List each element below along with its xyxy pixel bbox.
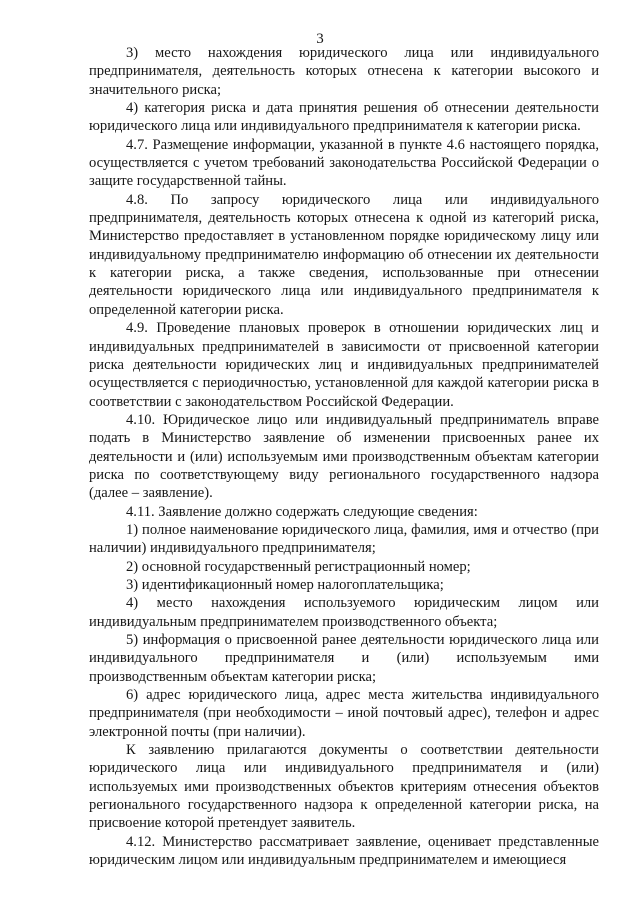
requirement-item-1: 1) полное наименование юридического лица, фамилия, имя и отчество (при наличии) индивидуального предпринимателя; [89,521,599,557]
document-body [89,44,599,869]
clause-4-9: 4.9. Проведение плановых проверок в отношении юридических лиц и индивидуальных предпринимателей в зависимости от присвоенной категории риска деятельности юридических лиц и индивидуальных предпринимателей осуществляется с периодичностью, установленной для каждой категории риска в соответствии с законодательством Российской Федерации. [89,320,599,410]
clause-4-7: 4.7. Размещение информации, указанной в пункте 4.6 настоящего порядка, осуществляется с учетом требований законодательства Российской Федерации о защите государственной тайны. [89,136,599,190]
clause-4-11: 4.11. Заявление должно содержать следующие сведения: [126,503,478,520]
requirement-item-3: 3) идентификационный номер налогоплательщика; [126,576,444,593]
list-item-4-risk-category: 4) категория риска и дата принятия решения об отнесении деятельности юридического лица или индивидуального предпринимателя к категории риска. [89,100,599,135]
clause-4-10: 4.10. Юридическое лицо или индивидуальный предприниматель вправе подать в Министерство заявление об изменении присвоенных ранее их деятельности и (или) используемым ими производственным объектам категории риска по соответствующему виду регионального государственного надзора (далее – заявление). [89,411,599,502]
requirement-item-4: 4) место нахождения используемого юридическим лицом или индивидуальным предпринимателем производственного объекта; [89,595,599,630]
requirement-item-5: 5) информация о присвоенной ранее деятельности юридического лица или индивидуального предпринимателя и (или) используемым ими производственным объектам категории риска; [89,632,599,685]
clause-4-12: 4.12. Министерство рассматривает заявление, оценивает представленные юридическим лицом или индивидуальным предпринимателем и имеющиеся [89,833,599,869]
requirement-item-2: 2) основной государственный регистрационный номер; [126,558,471,575]
page-number: 3 [316,31,324,47]
attachments-paragraph: К заявлению прилагаются документы о соответствии деятельности юридического лица или индивидуального предпринимателя и (или) используемых ими производственных объектов критериям отнесения объектов регионального государственного надзора к определенной категории риска, на присвоение которой претендует заявитель. [89,742,599,832]
clause-4-8: 4.8. По запросу юридического лица или индивидуального предпринимателя, деятельность которых отнесена к одной из категорий риска, Министерство предоставляет в установленном порядке юридическому лицу или индивидуальному предпринимателю информацию об отнесении их деятельности к категории риска, а также сведения, использованные при отнесении деятельности юридического лица или индивидуального предпринимателя к определенной категории риска. [89,191,599,318]
requirement-item-6: 6) адрес юридического лица, адрес места жительства индивидуального предпринимателя (при необходимости – иной почтовый адрес), телефон и адрес электронной почты (при наличии). [89,687,599,740]
list-item-3-location: 3) место нахождения юридического лица или индивидуального предпринимателя, деятельность которых отнесена к категории высокого и значительного риска; [89,45,599,98]
